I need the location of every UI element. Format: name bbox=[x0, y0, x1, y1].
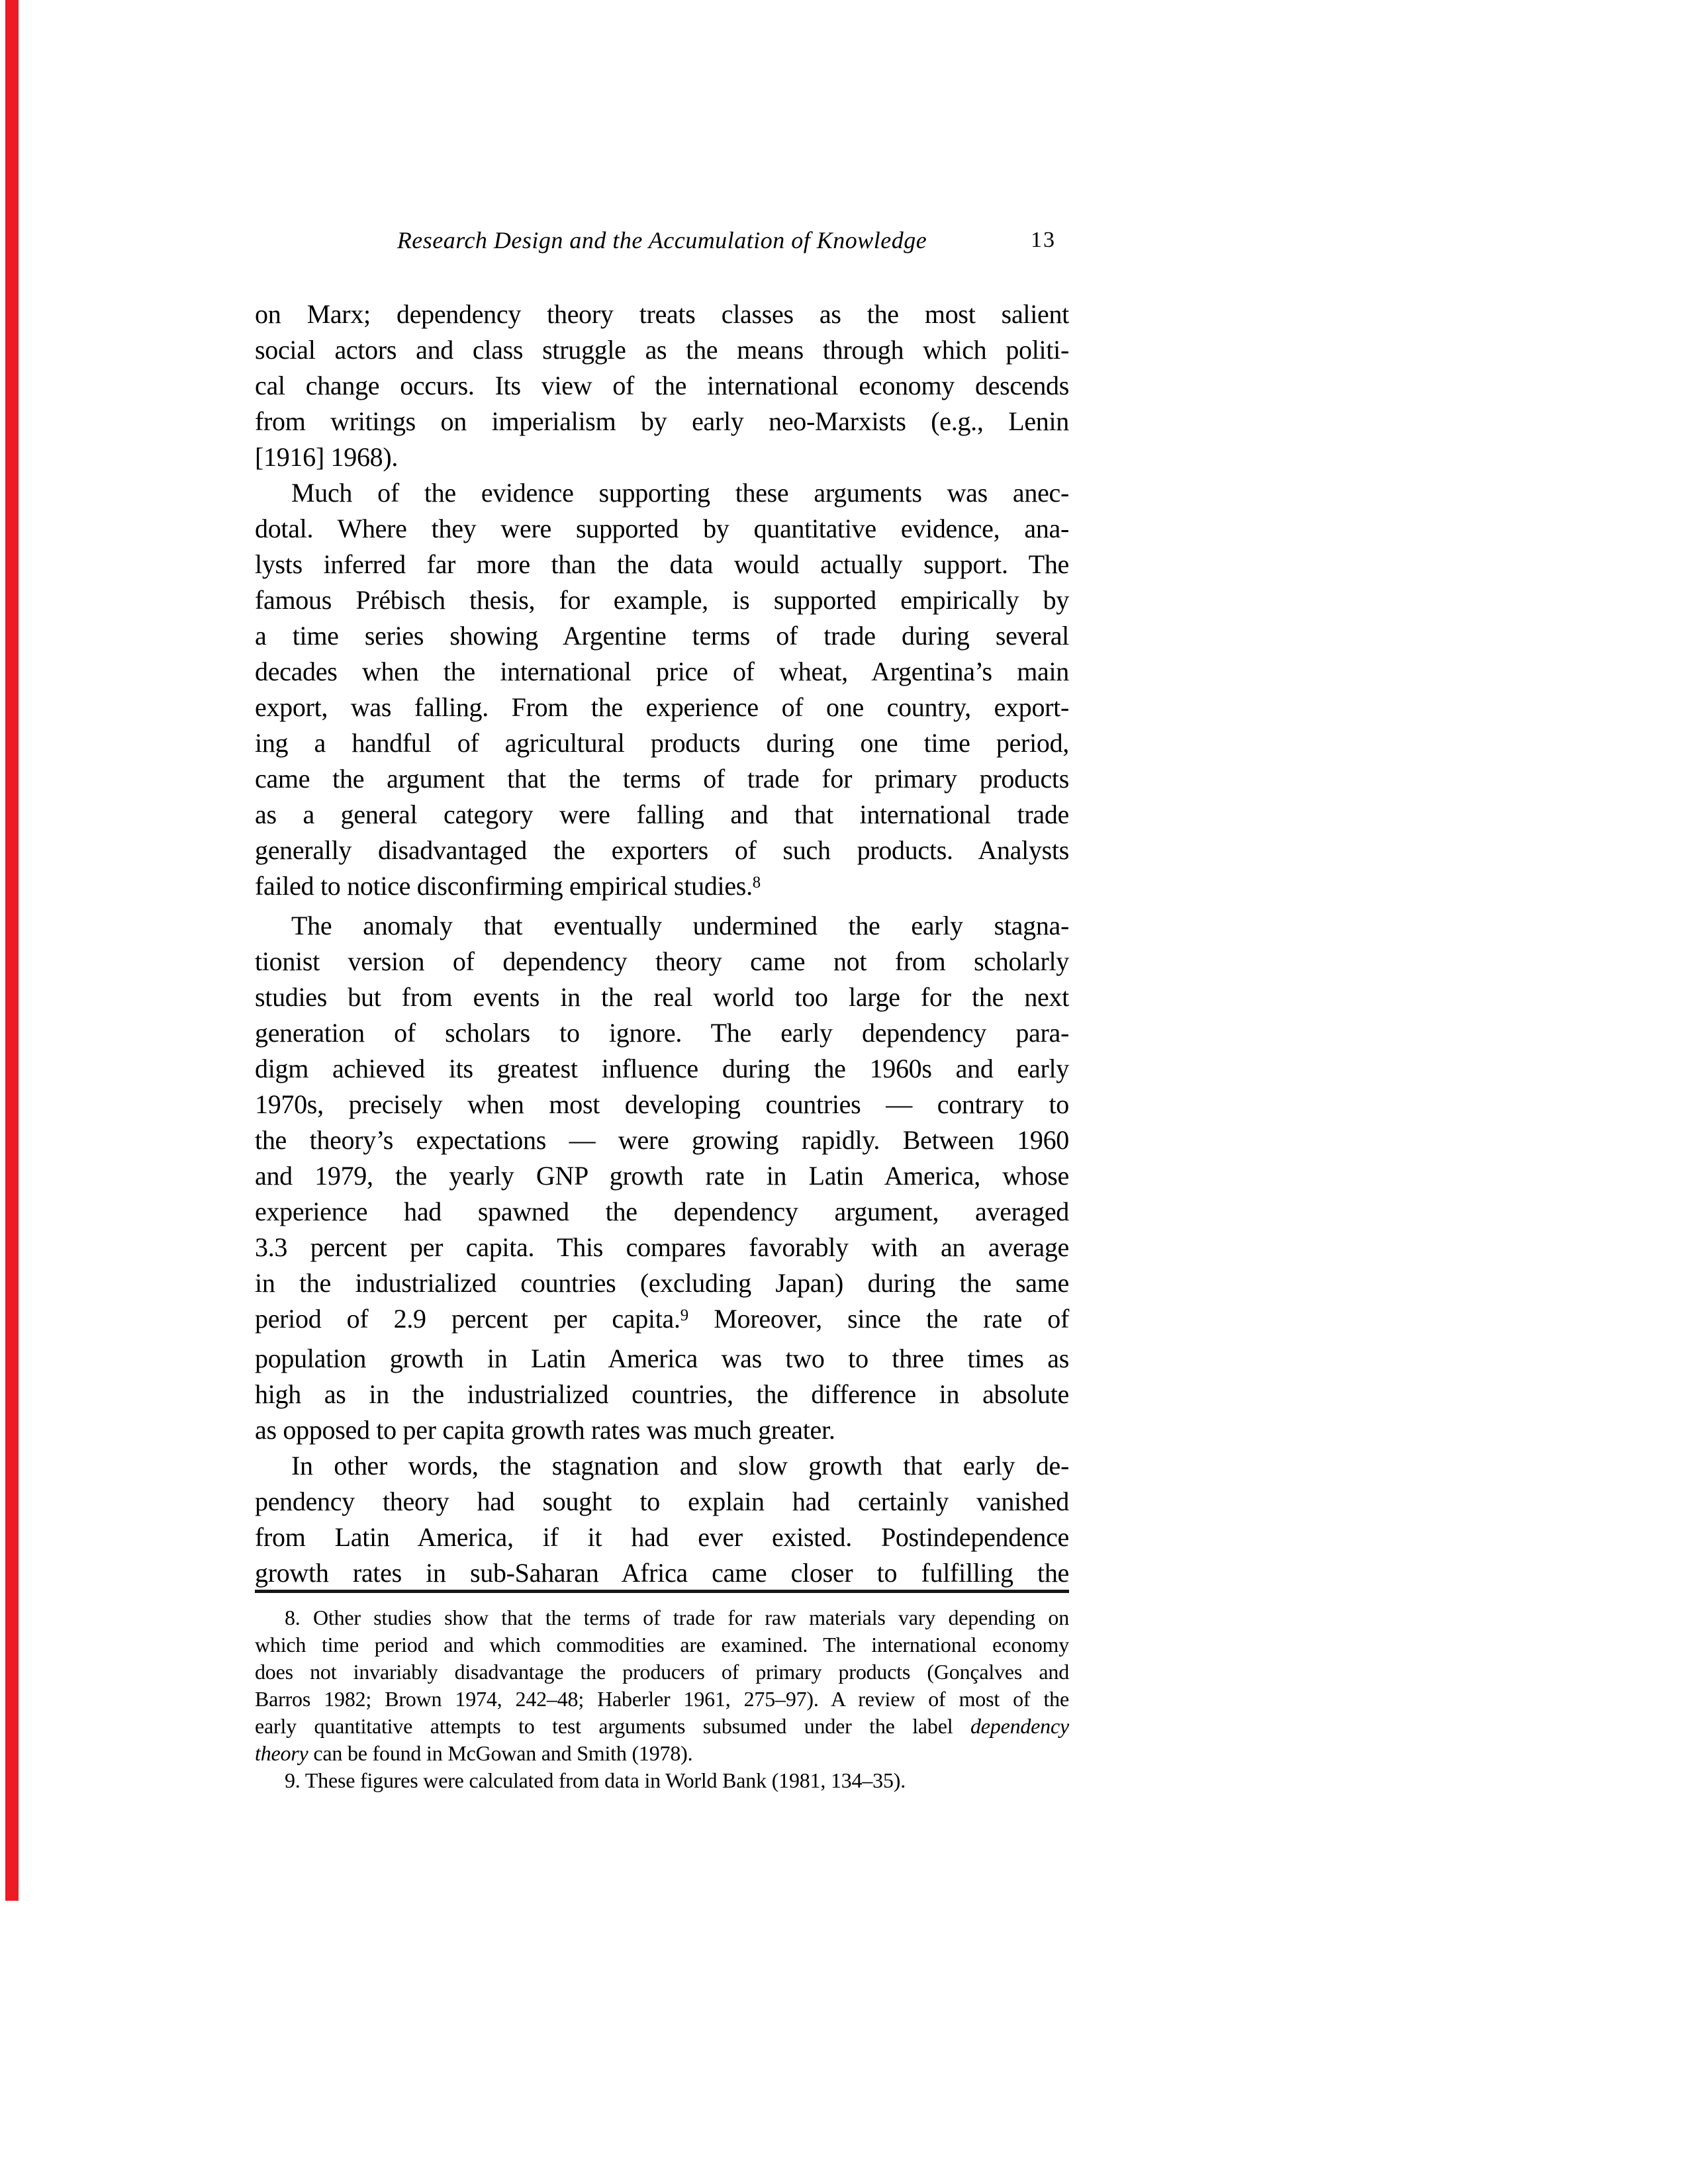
text-segment: from writings on imperialism by early neo-Marxists (e.g., Lenin bbox=[255, 406, 1069, 436]
text-segment: 1970s, precisely when most developing countries — contrary to bbox=[255, 1089, 1069, 1119]
text-segment: Much of the evidence supporting these arguments was anec- bbox=[291, 478, 1069, 508]
text-segment: on Marx; dependency theory treats classes as the most salient bbox=[255, 299, 1069, 329]
text-line bbox=[255, 1520, 1069, 1555]
text-line bbox=[255, 1740, 1069, 1767]
text-segment: high as in the industrialized countries, the difference in absolute bbox=[255, 1379, 1069, 1409]
text-line bbox=[255, 547, 1069, 582]
text-line bbox=[255, 511, 1069, 547]
text-line bbox=[255, 296, 1069, 332]
text-line bbox=[255, 1265, 1069, 1301]
text-segment: The anomaly that eventually undermined the early stagna- bbox=[291, 911, 1069, 940]
text-segment: cal change occurs. Its view of the international economy descends bbox=[255, 371, 1069, 400]
body-text bbox=[255, 296, 1069, 1591]
text-segment: as a general category were falling and that international trade bbox=[255, 799, 1069, 829]
text-segment: failed to notice disconfirming empirical studies. bbox=[255, 871, 753, 901]
text-segment: dependency bbox=[970, 1714, 1069, 1738]
text-line bbox=[255, 1448, 1069, 1484]
running-header-title: Research Design and the Accumulation of Knowledge bbox=[397, 227, 927, 253]
text-segment: digm achieved its greatest influence during the 1960s and early bbox=[255, 1054, 1069, 1083]
text-segment: does not invariably disadvantage the producers of primary products (Gonçalves and bbox=[255, 1660, 1069, 1684]
text-line bbox=[255, 654, 1069, 690]
text-segment: 8. Other studies show that the terms of trade for raw materials vary depending on bbox=[285, 1606, 1069, 1629]
text-segment: a time series showing Argentine terms of trade during several bbox=[255, 621, 1069, 651]
text-line bbox=[255, 1631, 1069, 1659]
text-segment: [1916] 1968). bbox=[255, 442, 399, 472]
text-line bbox=[255, 761, 1069, 797]
text-segment: growth rates in sub-Saharan Africa came closer to fulfilling the bbox=[255, 1558, 1069, 1588]
text-line bbox=[255, 1412, 1069, 1448]
text-line bbox=[255, 979, 1069, 1015]
text-segment: theory bbox=[255, 1741, 308, 1765]
text-segment: experience had spawned the dependency argument, averaged bbox=[255, 1197, 1069, 1226]
text-line bbox=[255, 868, 1069, 908]
footnote-ref: 8 bbox=[752, 873, 761, 891]
text-segment: famous Prébisch thesis, for example, is supported empirically by bbox=[255, 585, 1069, 615]
text-segment: the theory’s expectations — were growing rapidly. Between 1960 bbox=[255, 1125, 1069, 1155]
text-segment: generally disadvantaged the exporters of such products. Analysts bbox=[255, 835, 1069, 865]
text-line bbox=[255, 1659, 1069, 1686]
text-line bbox=[255, 439, 1069, 475]
text-line bbox=[255, 833, 1069, 868]
text-line bbox=[255, 690, 1069, 725]
text-segment: studies but from events in the real world too large for the next bbox=[255, 982, 1069, 1012]
text-segment: ing a handful of agricultural products during one time period, bbox=[255, 728, 1069, 758]
text-segment: lysts inferred far more than the data would actually support. The bbox=[255, 549, 1069, 579]
text-segment: tionist version of dependency theory came not from scholarly bbox=[255, 946, 1069, 976]
text-line bbox=[255, 1230, 1069, 1265]
text-line bbox=[255, 582, 1069, 618]
text-line bbox=[255, 332, 1069, 368]
footnote-rule bbox=[255, 1590, 1069, 1593]
text-line bbox=[255, 1015, 1069, 1051]
text-segment: In other words, the stagnation and slow growth that early de- bbox=[291, 1451, 1069, 1480]
text-segment: can be found in McGowan and Smith (1978). bbox=[308, 1741, 693, 1765]
text-segment: as opposed to per capita growth rates was much greater. bbox=[255, 1415, 835, 1445]
text-segment: came the argument that the terms of trade for primary products bbox=[255, 764, 1069, 794]
footnotes bbox=[255, 1604, 1069, 1794]
text-line bbox=[255, 1301, 1069, 1341]
text-segment: 9. These figures were calculated from data in World Bank (1981, 134–35). bbox=[285, 1768, 906, 1792]
text-line bbox=[255, 1555, 1069, 1591]
text-segment: and 1979, the yearly GNP growth rate in Latin America, whose bbox=[255, 1161, 1069, 1191]
text-segment: social actors and class struggle as the means through which politi- bbox=[255, 335, 1069, 365]
text-segment: from Latin America, if it had ever existed. Postindependence bbox=[255, 1522, 1069, 1552]
text-segment: population growth in Latin America was two to three times as bbox=[255, 1343, 1069, 1373]
text-segment: decades when the international price of wheat, Argentina’s main bbox=[255, 657, 1069, 686]
text-segment: early quantitative attempts to test arguments subsumed under the label bbox=[255, 1714, 970, 1738]
text-segment: Barros 1982; Brown 1974, 242–48; Haberler 1961, 275–97). A review of most of the bbox=[255, 1687, 1069, 1711]
text-line bbox=[255, 1158, 1069, 1194]
text-segment: which time period and which commodities are examined. The international economy bbox=[255, 1633, 1069, 1657]
text-segment: 3.3 percent per capita. This compares favorably with an average bbox=[255, 1232, 1069, 1262]
text-line bbox=[255, 368, 1069, 404]
text-line bbox=[255, 725, 1069, 761]
text-line bbox=[255, 404, 1069, 439]
page-number: 13 bbox=[1031, 228, 1056, 252]
book-spine-edge bbox=[5, 0, 19, 1901]
text-segment: dotal. Where they were supported by quantitative evidence, ana- bbox=[255, 514, 1069, 543]
text-line bbox=[255, 1604, 1069, 1631]
text-line bbox=[255, 618, 1069, 654]
text-line bbox=[255, 1194, 1069, 1230]
running-header bbox=[255, 226, 1069, 259]
text-line bbox=[255, 797, 1069, 833]
text-line bbox=[255, 1713, 1069, 1740]
text-segment: pendency theory had sought to explain had certainly vanished bbox=[255, 1486, 1069, 1516]
footnote-ref: 9 bbox=[680, 1306, 689, 1324]
text-segment: generation of scholars to ignore. The early dependency para- bbox=[255, 1018, 1069, 1048]
text-line bbox=[255, 475, 1069, 511]
text-segment: Moreover, since the rate of bbox=[688, 1304, 1069, 1334]
text-segment: export, was falling. From the experience of one country, export- bbox=[255, 692, 1069, 722]
text-line bbox=[255, 1767, 1069, 1794]
text-line bbox=[255, 1122, 1069, 1158]
text-line bbox=[255, 1087, 1069, 1122]
text-segment: in the industrialized countries (excluding Japan) during the same bbox=[255, 1268, 1069, 1298]
text-line bbox=[255, 944, 1069, 979]
text-line bbox=[255, 1051, 1069, 1087]
text-line bbox=[255, 1341, 1069, 1377]
text-line bbox=[255, 1686, 1069, 1713]
text-segment: period of 2.9 percent per capita. bbox=[255, 1304, 680, 1334]
text-line bbox=[255, 908, 1069, 944]
text-line bbox=[255, 1484, 1069, 1520]
text-line bbox=[255, 1377, 1069, 1412]
